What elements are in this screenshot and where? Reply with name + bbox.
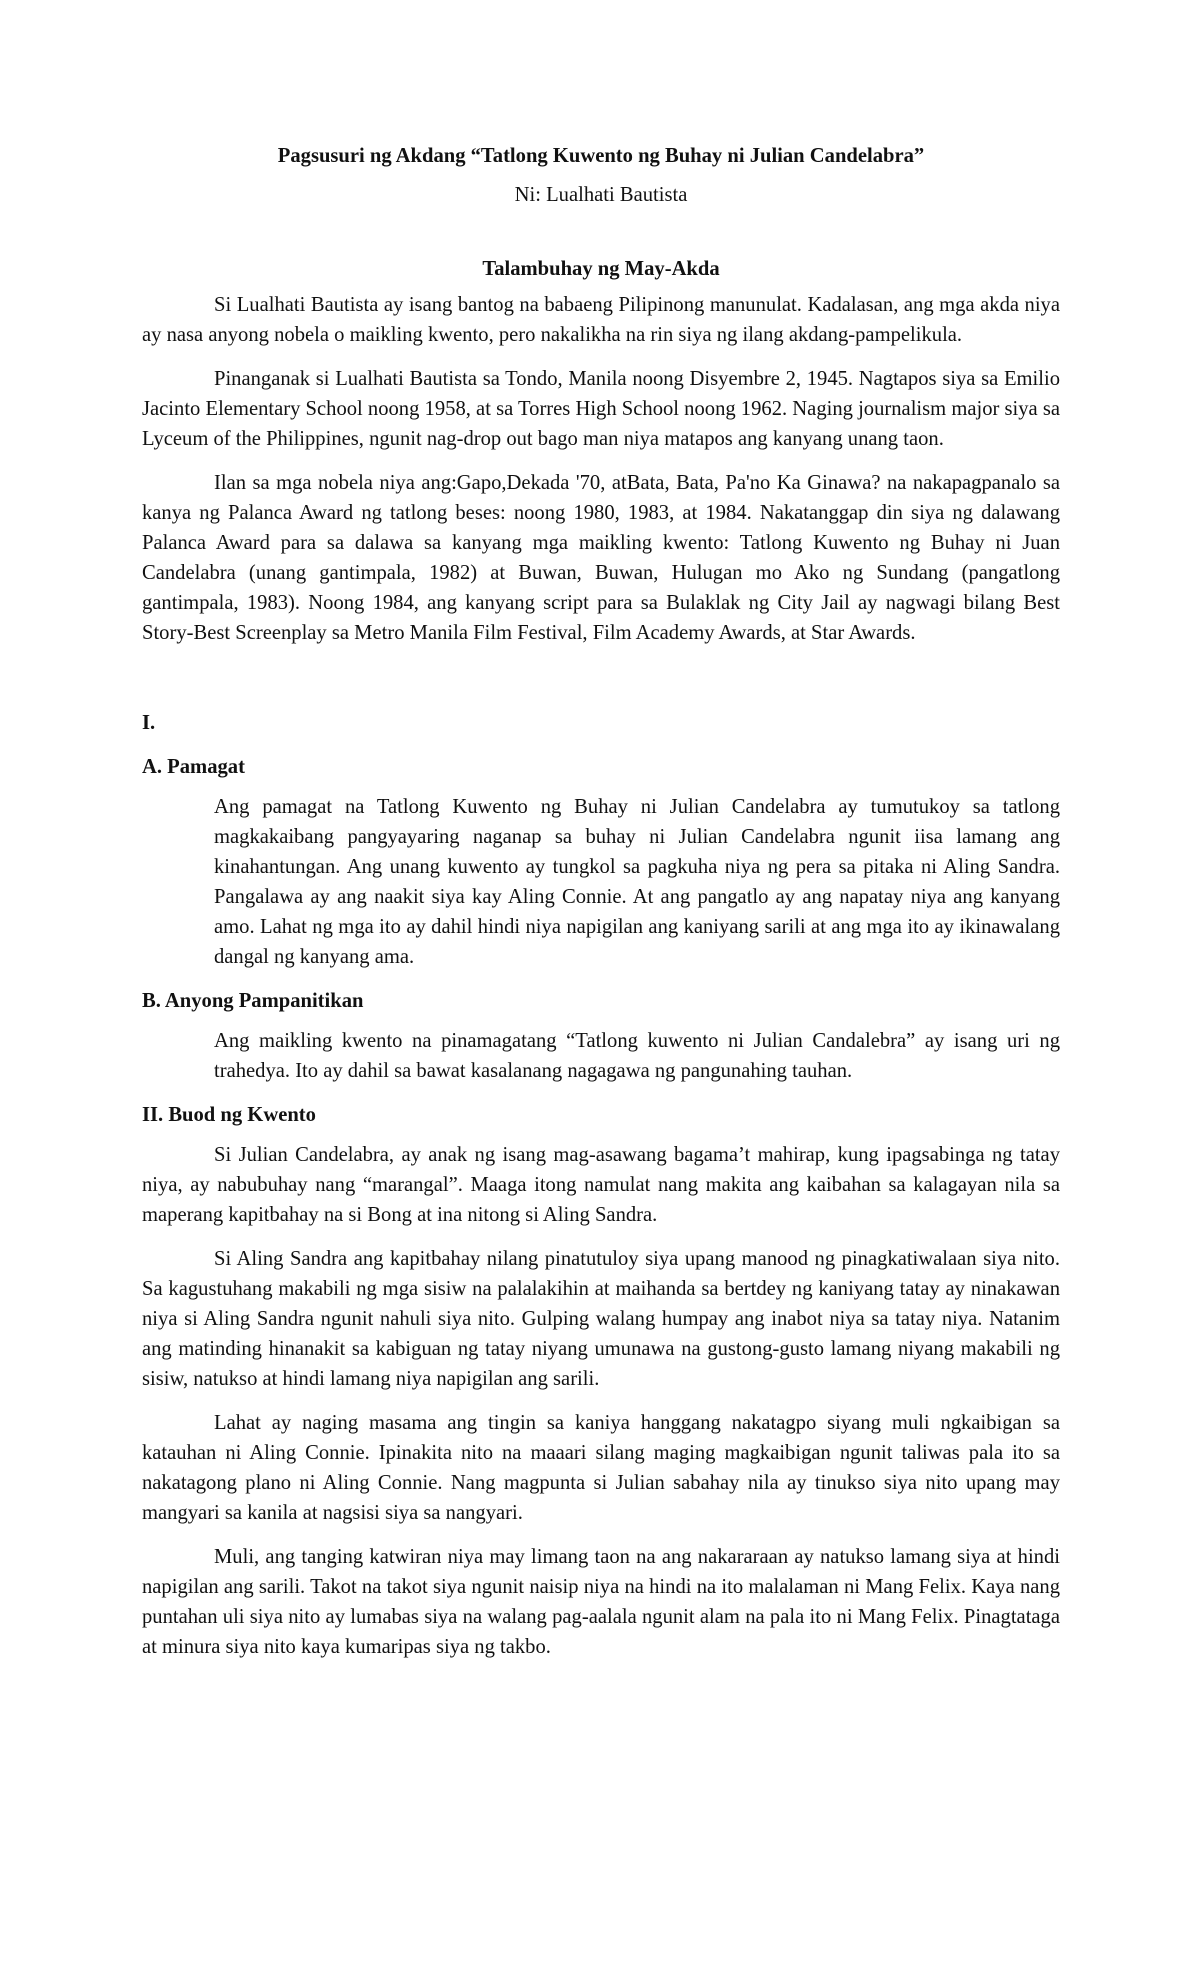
buod-paragraph-3: Lahat ay naging masama ang tingin sa kaniya hanggang nakatagpo siyang muli ngkaibigan sa katauhan ni Aling Connie. Ipinakita nito na maaari silang maging magkaibigan ngunit taliwas pala ito sa nakatagong plano ni Aling Connie. Nang magpunta si Julian sabahay nila ay tinukso siya nito upang may mangyari sa kanila at nagsisi siya sa nangyari. <box>142 1412 1060 1524</box>
document-body <box>142 140 1060 1676</box>
buod-paragraph-2: Si Aling Sandra ang kapitbahay nilang pinatutuloy siya upang manood ng pinagkatiwalaan siya nito. Sa kagustuhang makabili ng mga sisiw na palalakihin at maihanda sa bertdey ng kaniyang tatay ay ninakawan niya si Aling Sandra ngunit nahuli siya nito. Gulping walang humpay ang inabot niya sa tatay niya. Natanim ang matinding hinanakit sa kabiguan ng tatay niyang umunawa na gustong-gusto lamang niyang makabili ng sisiw, natukso at hindi lamang niya napigilan ang sarili. <box>142 1248 1060 1390</box>
document-title: Pagsusuri ng Akdang “Tatlong Kuwento ng Buhay ni Julian Candelabra” <box>277 145 925 167</box>
anyong-pampanitikan-heading: B. Anyong Pampanitikan <box>142 990 364 1012</box>
pamagat-heading: A. Pamagat <box>142 756 245 778</box>
buod-paragraph-1: Si Julian Candelabra, ay anak ng isang mag-asawang bagama’t mahirap, kung ipagsabinga ng tatay niya, ay nabubuhay nang “marangal”. Maaga itong namulat nang makita ang kaibahan sa kalagayan nila sa maperang kapitbahay na si Bong at ina nitong si Aling Sandra. <box>142 1144 1060 1226</box>
biography-paragraph-1: Si Lualhati Bautista ay isang bantog na babaeng Pilipinong manunulat. Kadalasan, ang mga akda niya ay nasa anyong nobela o maikling kwento, pero nakalikha na rin siya ng ilang akdang-pampelikula. <box>142 294 1060 346</box>
anyong-pampanitikan-section <box>214 1026 1060 1086</box>
buod-paragraph-4: Muli, ang tanging katwiran niya may limang taon na ang nakararaan ay natukso lamang siya at hindi napigilan ang sarili. Takot na takot siya ngunit naisip niya na hindi na ito malalaman ni Mang Felix. Kaya nang puntahan uli siya nito ay lumabas siya na walang pag-aalala ngunit alam na pala ito ni Mang Felix. Pinagtataga at minura siya nito kaya kumaripas siya ng takbo. <box>142 1546 1060 1658</box>
author-line: Ni: Lualhati Bautista <box>514 184 688 206</box>
pamagat-text: Ang pamagat na Tatlong Kuwento ng Buhay ni Julian Candelabra ay tumutukoy sa tatlong magkakaibang pangyayaring naganap sa buhay ni Julian Candelabra ngunit iisa lamang ang kinahantungan. Ang unang kuwento ay tungkol sa pagkuha niya ng pera sa pitaka ni Aling Sandra. Pangalawa ay ang naakit siya kay Aling Connie. At ang pangatlo ay ang napatay niya ang kanyang amo. Lahat ng mga ito ay dahil hindi niya napigilan ang kaniyang sarili at ang mga ito ay ikinawalang dangal ng kanyang ama. <box>214 796 1060 968</box>
pamagat-section <box>214 792 1060 972</box>
buod-heading: II. Buod ng Kwento <box>142 1104 316 1126</box>
biography-paragraph-2: Pinanganak si Lualhati Bautista sa Tondo, Manila noong Disyembre 2, 1945. Nagtapos siya sa Emilio Jacinto Elementary School noong 1958, at sa Torres High School noong 1962. Naging journalism major siya sa Lyceum of the Philippines, ngunit nag-drop out bago man niya matapos ang kanyang unang taon. <box>142 368 1060 450</box>
biography-heading: Talambuhay ng May-Akda <box>482 258 720 280</box>
part-one-label: I. <box>142 712 156 734</box>
anyong-pampanitikan-text: Ang maikling kwento na pinamagatang “Tatlong kuwento ni Julian Candalebra” ay isang uri ng trahedya. Ito ay dahil sa bawat kasalanang nagagawa ng pangunahing tauhan. <box>214 1030 1060 1082</box>
biography-paragraph-3: Ilan sa mga nobela niya ang:Gapo,Dekada '70, atBata, Bata, Pa'no Ka Ginawa? na nakapagpanalo sa kanya ng Palanca Award ng tatlong beses: noong 1980, 1983, at 1984. Nakatanggap din siya ng dalawang Palanca Award para sa dalawa sa kanyang mga maikling kwento: Tatlong Kuwento ng Buhay ni Juan Candelabra (unang gantimpala, 1982) at Buwan, Buwan, Hulugan mo Ako ng Sundang (pangatlong gantimpala, 1983). Noong 1984, ang kanyang script para sa Bulaklak ng City Jail ay nagwagi bilang Best Story-Best Screenplay sa Metro Manila Film Festival, Film Academy Awards, at Star Awards. <box>142 472 1060 644</box>
